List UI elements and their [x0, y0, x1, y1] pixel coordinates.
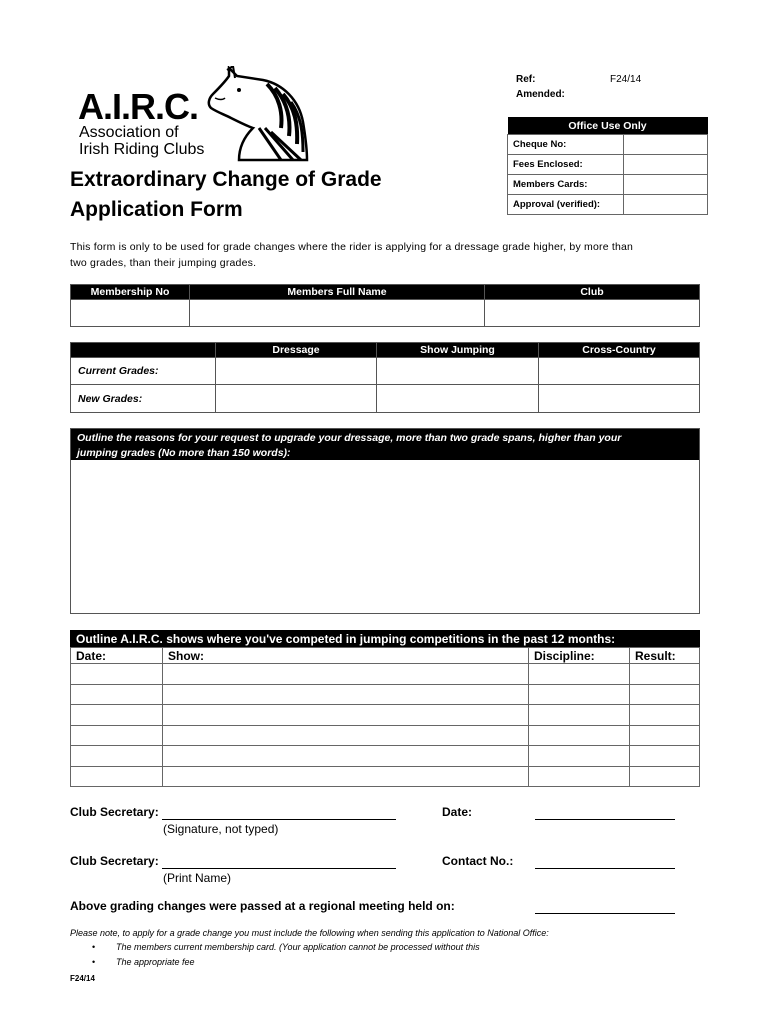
- regional-meeting-line[interactable]: [535, 913, 675, 914]
- bullet: •: [92, 957, 96, 967]
- full-name-header: Members Full Name: [190, 285, 485, 300]
- cross-country-header: Cross-Country: [539, 343, 700, 358]
- title-line1: Extraordinary Change of Grade: [70, 168, 382, 191]
- contact-no-line[interactable]: [535, 868, 675, 869]
- show-jumping-header: Show Jumping: [377, 343, 539, 358]
- reasons-line2: jumping grades (No more than 150 words):: [77, 447, 291, 459]
- ref-label: Ref:: [516, 74, 536, 85]
- club-secretary-label-2: Club Secretary:: [70, 854, 159, 868]
- note-text: Please note, to apply for a grade change you must include the following when sending this application to National Office:: [70, 928, 549, 938]
- current-show-jumping-field[interactable]: [377, 358, 539, 385]
- reasons-header: [71, 429, 699, 460]
- print-name-note: (Print Name): [163, 871, 232, 885]
- members-cards-label: Members Cards:: [508, 175, 624, 195]
- member-table: [70, 284, 700, 327]
- full-name-field[interactable]: [190, 300, 485, 327]
- intro-text: [70, 239, 710, 271]
- logo-line2: Irish Riding Clubs: [79, 141, 205, 158]
- table-row: [71, 725, 700, 746]
- approval-label: Approval (verified):: [508, 195, 624, 215]
- horse-head-icon: [203, 66, 313, 162]
- intro-line2: two grades, than their jumping grades.: [70, 257, 257, 269]
- membership-no-header: Membership No: [71, 285, 190, 300]
- show-column-header: Show:: [163, 648, 529, 664]
- office-use-table: [507, 117, 708, 215]
- table-row: [71, 746, 700, 767]
- bullet: •: [92, 942, 96, 952]
- amended-label: Amended:: [516, 89, 565, 100]
- note-bullet-2: The appropriate fee: [116, 957, 195, 967]
- note-bullet-1: The members current membership card. (Your application cannot be processed without this: [116, 942, 480, 952]
- signature-note: (Signature, not typed): [163, 822, 279, 836]
- club-secretary-label-1: Club Secretary:: [70, 805, 159, 819]
- shows-header: Outline A.I.R.C. shows where you've competed in jumping competitions in the past 12 months:: [70, 630, 700, 647]
- ref-value: F24/14: [610, 74, 642, 85]
- reasons-section: [70, 428, 700, 614]
- date-label: Date:: [442, 805, 473, 819]
- table-row: [71, 664, 700, 685]
- cheque-no-field[interactable]: [624, 135, 708, 155]
- club-header: Club: [485, 285, 700, 300]
- reasons-line1: Outline the reasons for your request to upgrade your dressage, more than two grade spans, higher than your: [77, 432, 622, 444]
- dressage-header: Dressage: [216, 343, 377, 358]
- table-row: [71, 766, 700, 787]
- current-grades-label: Current Grades:: [71, 358, 216, 385]
- table-row: [71, 705, 700, 726]
- approval-field[interactable]: [624, 195, 708, 215]
- fees-enclosed-label: Fees Enclosed:: [508, 155, 624, 175]
- fees-enclosed-field[interactable]: [624, 155, 708, 175]
- regional-meeting-label: Above grading changes were passed at a regional meeting held on:: [70, 899, 455, 913]
- current-dressage-field[interactable]: [216, 358, 377, 385]
- date-column-header: Date:: [71, 648, 163, 664]
- grades-table: [70, 342, 700, 413]
- membership-no-field[interactable]: [71, 300, 190, 327]
- list-item: [92, 940, 480, 955]
- print-name-line[interactable]: [162, 868, 396, 869]
- contact-no-label: Contact No.:: [442, 854, 514, 868]
- table-row: [71, 684, 700, 705]
- airc-logo: [78, 66, 318, 166]
- intro-line1: This form is only to be used for grade changes where the rider is applying for a dressage grade higher, by more than: [70, 241, 634, 253]
- cheque-no-label: Cheque No:: [508, 135, 624, 155]
- new-show-jumping-field[interactable]: [377, 385, 539, 413]
- members-cards-field[interactable]: [624, 175, 708, 195]
- current-cross-country-field[interactable]: [539, 358, 700, 385]
- signature-line[interactable]: [162, 819, 396, 820]
- logo-line1: Association of: [79, 124, 179, 141]
- club-field[interactable]: [485, 300, 700, 327]
- list-item: [92, 955, 195, 970]
- new-dressage-field[interactable]: [216, 385, 377, 413]
- logo-abbr: A.I.R.C.: [78, 86, 199, 127]
- shows-table: [70, 647, 700, 787]
- reasons-textarea[interactable]: [71, 460, 699, 613]
- result-column-header: Result:: [630, 648, 700, 664]
- page-title: [70, 165, 382, 225]
- office-use-header: Office Use Only: [508, 117, 708, 135]
- discipline-column-header: Discipline:: [529, 648, 630, 664]
- new-grades-label: New Grades:: [71, 385, 216, 413]
- new-cross-country-field[interactable]: [539, 385, 700, 413]
- date-line[interactable]: [535, 819, 675, 820]
- title-line2: Application Form: [70, 198, 243, 221]
- footer-code: F24/14: [70, 974, 95, 983]
